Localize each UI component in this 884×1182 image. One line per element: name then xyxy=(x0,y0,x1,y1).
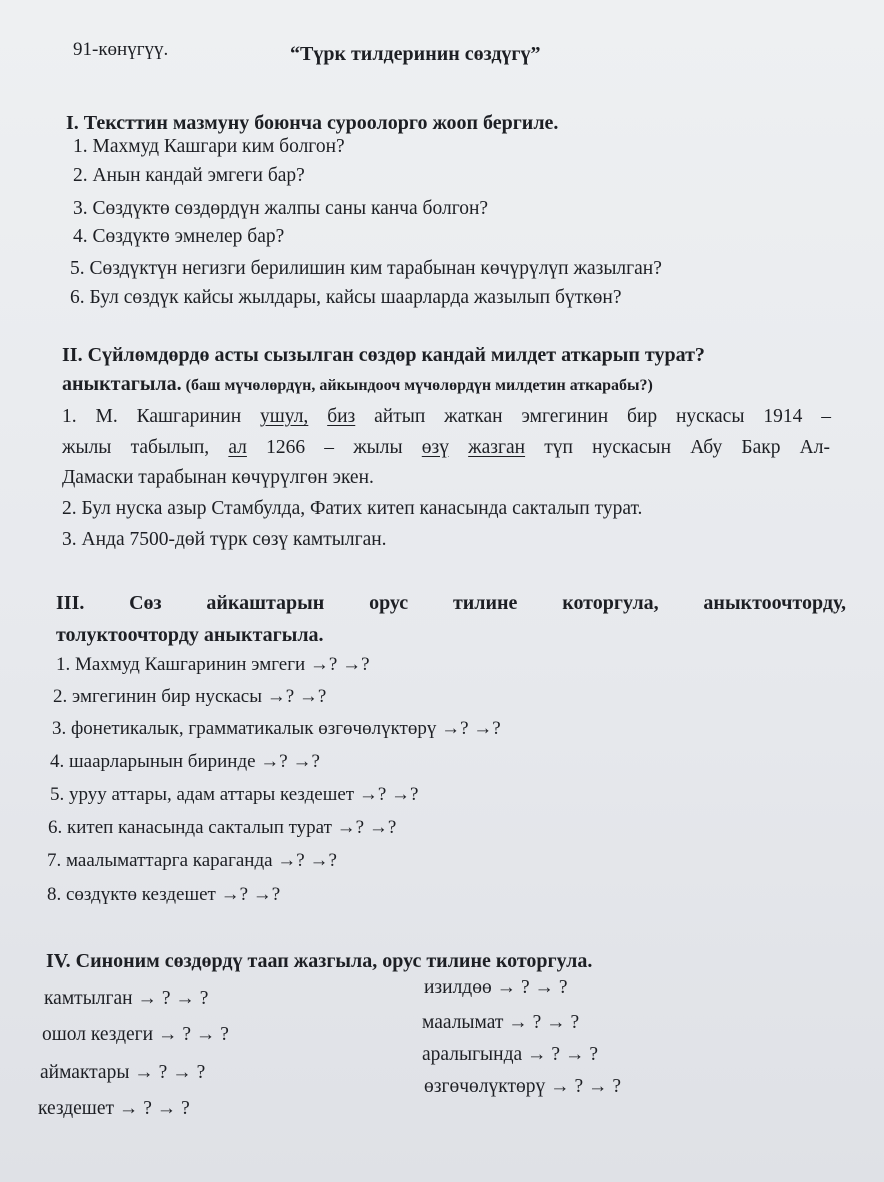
word: жылы xyxy=(62,437,112,458)
word: 1. xyxy=(62,406,77,427)
section-3-item: 1. Махмуд Кашгаринин эмгеги →? →? xyxy=(56,654,370,675)
word: – xyxy=(324,437,335,458)
word: М. xyxy=(95,406,118,427)
word: эмгегинин xyxy=(521,406,609,427)
section-3-heading xyxy=(56,593,846,613)
word: Ал- xyxy=(799,437,830,458)
underlined-word: биз xyxy=(327,406,356,427)
section-3-item: 5. уруу аттары, адам аттары кездешет →? →? xyxy=(50,784,419,805)
word: орус xyxy=(369,592,409,614)
word: жылы xyxy=(353,437,403,458)
word: айтып xyxy=(374,406,426,427)
word: жаткан xyxy=(444,406,503,427)
exercise-number: 91-көнүгүү. xyxy=(73,39,169,60)
section-2-sentence-1-line-2 xyxy=(62,438,830,458)
section-3-item: 4. шаарларынын биринде →? →? xyxy=(50,751,320,772)
section-4-heading: IV. Синоним сөздөрдү таап жазгыла, орус тилине которгула. xyxy=(46,950,593,972)
section-1-question: 1. Махмуд Кашгари ким болгон? xyxy=(73,136,345,157)
section-2-heading-word: аныктагыла. xyxy=(62,373,182,395)
section-3-heading-line2: толуктоочторду аныктагыла. xyxy=(56,624,324,646)
section-3-item: 2. эмгегинин бир нускасы →? →? xyxy=(53,686,327,707)
page-title: “Түрк тилдеринин сөздүгү” xyxy=(290,43,541,65)
section-3-item: 7. маалыматтарга караганда →? →? xyxy=(47,850,337,871)
word: тилине xyxy=(452,592,518,614)
underlined-word: өзү xyxy=(421,437,449,458)
word: аныктоочторду, xyxy=(703,592,846,614)
word: 1266 xyxy=(266,437,306,458)
word: Абу xyxy=(690,437,723,458)
section-1-question: 2. Анын кандай эмгеги бар? xyxy=(73,165,305,186)
section-1-question: 5. Сөздүктүн негизги берилишин ким тарабынан көчүрүлүп жазылган? xyxy=(70,258,662,279)
word: Сөз xyxy=(129,592,162,614)
section-3-item: 6. китеп канасында сакталып турат →? →? xyxy=(48,817,397,838)
synonym-left-item: аймактары → ? → ? xyxy=(40,1062,206,1083)
word: – xyxy=(821,406,831,427)
section-1-question: 3. Сөздүктө сөздөрдүн жалпы саны канча болгон? xyxy=(73,198,489,219)
underlined-word: ушул, xyxy=(260,406,309,427)
section-2-heading-line2 xyxy=(62,374,653,394)
synonym-right-item: изилдөө → ? → ? xyxy=(424,977,568,998)
word: Бакр xyxy=(741,437,781,458)
section-2-sentence-3: 3. Анда 7500-дөй түрк сөзү камтылган. xyxy=(62,529,387,550)
word: которгула, xyxy=(562,592,659,614)
word: нускасын xyxy=(592,437,672,458)
section-3-item: 8. сөздүктө кездешет →? →? xyxy=(47,884,281,905)
word: 1914 xyxy=(763,406,803,427)
section-1-heading: I. Тексттин мазмуну боюнча суроолорго жооп бергиле. xyxy=(66,112,559,134)
word: айкаштарын xyxy=(206,592,325,614)
synonym-left-item: ошол кездеги → ? → ? xyxy=(42,1024,229,1045)
section-3-item: 3. фонетикалык, грамматикалык өзгөчөлүктөрү →? →? xyxy=(52,718,501,739)
synonym-right-item: аралыгында → ? → ? xyxy=(422,1044,598,1065)
word: нускасы xyxy=(676,406,745,427)
word: бир xyxy=(627,406,658,427)
synonym-right-item: маалымат → ? → ? xyxy=(422,1012,580,1033)
synonym-left-item: камтылган → ? → ? xyxy=(44,988,209,1009)
section-1-question: 4. Сөздүктө эмнелер бар? xyxy=(73,226,285,247)
word: Кашгаринин xyxy=(136,406,242,427)
section-2-sentence-1-line-3: Дамаски тарабынан көчүрүлгөн экен. xyxy=(62,467,374,488)
word: түп xyxy=(544,437,573,458)
word: табылып, xyxy=(130,437,210,458)
synonym-right-item: өзгөчөлүктөрү → ? → ? xyxy=(424,1076,622,1097)
underlined-word: жазган xyxy=(468,437,526,458)
section-2-sentence-2: 2. Бул нуска азыр Стамбулда, Фатих китеп канасында сакталып турат. xyxy=(62,498,643,519)
section-1-question: 6. Бул сөздүк кайсы жылдары, кайсы шаарларда жазылып бүткөн? xyxy=(70,287,622,308)
section-2-sentence-1-line-1 xyxy=(62,407,831,427)
section-2-heading-note: (баш мүчөлөрдүн, айкындооч мүчөлөрдүн милдетин аткарабы?) xyxy=(185,377,653,394)
section-2-heading: II. Сүйлөмдөрдө асты сызылган сөздөр кандай милдет аткарып турат? xyxy=(62,344,705,366)
word: III. xyxy=(56,592,85,614)
synonym-left-item: кездешет → ? → ? xyxy=(38,1098,190,1119)
underlined-word: ал xyxy=(228,437,247,458)
